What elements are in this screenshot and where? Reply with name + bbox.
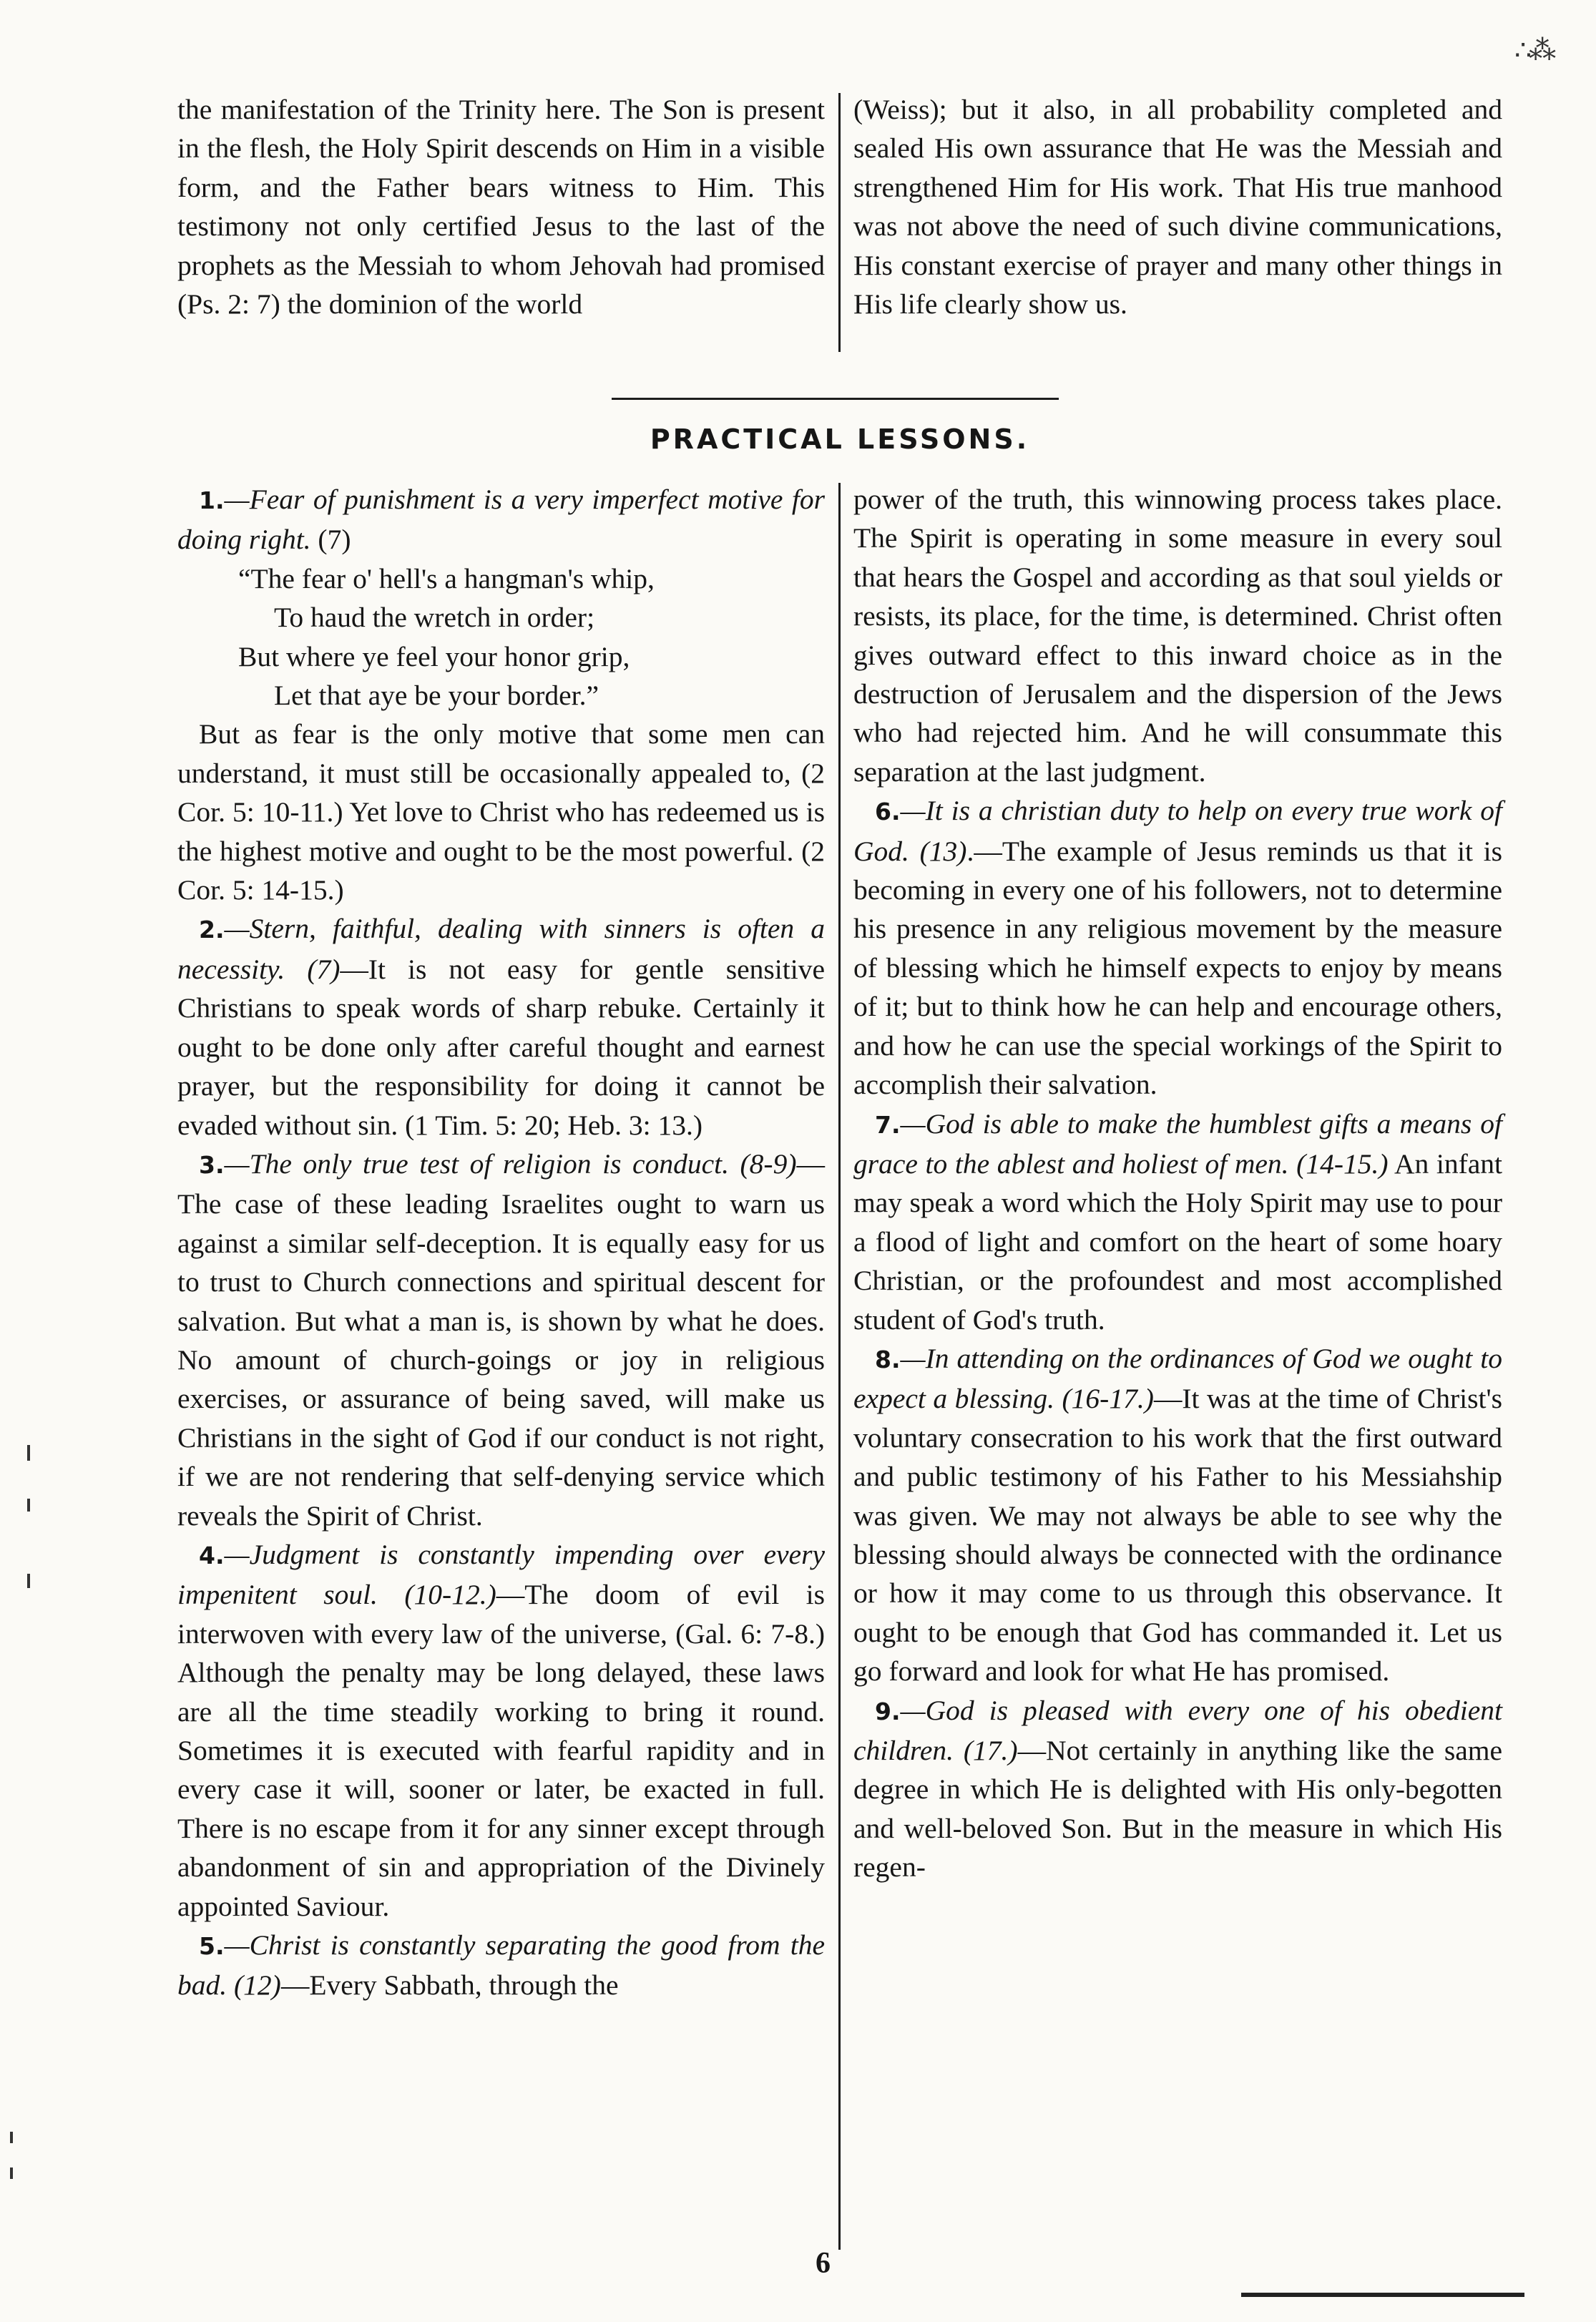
corner-print-mark: ∴⁂ (1514, 36, 1554, 66)
top-left-column (177, 90, 825, 323)
lesson-title: —God is able to make the humblest gifts a means of grace to the ablest and holiest of men. (853, 1107, 1502, 1180)
lesson-5 (177, 1926, 825, 2005)
lesson-body: —It is not easy for gentle sensitive Christians to speak words of sharp rebuke. Certainly it ought to be done only after careful thought and earnest prayer, but the responsibility for doing it cannot be evaded without sin. (1 Tim. 5: 20; Heb. 3: 13.) (177, 953, 825, 1141)
bottom-edge-line (1241, 2293, 1524, 2297)
lesson-title: —In attending on the ordinances of God we ought to expect a blessing. (853, 1342, 1502, 1415)
lesson-body: —It was at the time of Christ's voluntary consecration to his work that the first outward and public testimony of his Father to his Messiahship was given. We may not always be able to see why the blessing should always be connected with the ordinance or how it may come to us through this observance. It ought to be enough that God has commanded it. Let us go forward and look for what He has promised. (853, 1383, 1502, 1687)
lesson-title: —Judgment is constantly impending over every impenitent soul. (177, 1538, 825, 1611)
lesson-title: —It is a christian duty to help on every true work of God. (853, 795, 1502, 867)
top-right-paragraph: (Weiss); but it also, in all probability completed and sealed His own assurance that He was the Messiah and strengthened Him for His work. That His true manhood was not above the need of such divine communications, His constant exercise of prayer and many other things in His life clearly show us. (853, 94, 1502, 320)
poem-line: Let that aye be your border.” (274, 680, 599, 712)
margin-speck (10, 2132, 13, 2143)
margin-speck (27, 1445, 30, 1461)
lesson-body: .—The example of Jesus reminds us that it is becoming in every one of his followers, not to determine his presence in any religious movement by the measure of blessing which he himself expects to enjoy by means of it; but to think how he can help and encourage others, and how he can use the special workings of the Spirit to accomplish their salvation. (853, 835, 1502, 1101)
margin-speck (27, 1574, 30, 1588)
section-heading: PRACTICAL LESSONS. (650, 423, 1030, 455)
lesson-title: —Fear of punishment is a very imperfect motive for doing right. (177, 484, 825, 556)
lesson-reference: (14-15.) (1288, 1147, 1389, 1180)
lesson-number: 1. (199, 486, 225, 514)
lesson-reference: (12) (227, 1969, 281, 2002)
lesson-number: 6. (875, 798, 901, 826)
lesson-number: 8. (875, 1345, 901, 1373)
lesson-title: —The only true test of religion is conduct. (224, 1147, 729, 1180)
lessons-column-divider (838, 483, 841, 2250)
lesson-body: —Every Sabbath, through the (280, 1969, 619, 2002)
top-right-column (853, 90, 1502, 323)
lesson-1 (177, 480, 825, 559)
lesson-reference: (16-17.) (1054, 1383, 1154, 1415)
lesson-5-continued: power of the truth, this winnowing process takes place. The Spirit is operating in some measure in every soul that hears the Gospel and according as that soul yields or resists, its place, for the time, is determined. Christ often gives outward effect to this inward choice as in the destruction of Jerusalem and the dispersion of the Jews who had rejected him. And he will consummate this separation at the last judgment. (853, 484, 1502, 788)
lesson-reference: (17.) (954, 1735, 1018, 1766)
lesson-7 (853, 1104, 1502, 1339)
top-column-divider (838, 93, 841, 352)
poem-line: But where ye feel your honor grip, (238, 640, 630, 672)
top-left-paragraph: the manifestation of the Trinity here. The Son is present in the flesh, the Holy Spirit descends on Him in a visible form, and the Father bears witness to Him. This testimony not only certified Jesus to the last of the prophets as the Messiah to whom Jehovah had promised (Ps. 2: 7) the dominion of the world (177, 94, 825, 320)
lesson-number: 3. (199, 1150, 225, 1179)
lesson-number: 4. (199, 1541, 225, 1569)
page-number: 6 (816, 2247, 831, 2280)
lesson-title: —God is pleased with every one of his obedient children. (853, 1694, 1502, 1766)
poem-line: To haud the wretch in order; (274, 602, 595, 634)
lesson-body: —Not certainly in anything like the same degree in which He is delighted with His only-begotten and well-beloved Son. But in the measure in which His regen- (853, 1735, 1503, 1883)
lesson-8 (853, 1339, 1502, 1691)
lesson-reference: (7) (310, 524, 351, 556)
lesson-number: 7. (875, 1110, 901, 1139)
margin-speck (10, 2167, 13, 2179)
section-divider (612, 398, 1059, 400)
poem-quote (177, 559, 825, 715)
poem-line: “The fear o' hell's a hangman's whip, (238, 562, 655, 594)
lesson-title: —Christ is constantly separating the good from the bad. (177, 1929, 825, 2002)
lesson-3 (177, 1145, 825, 1535)
lesson-reference: (13) (909, 835, 967, 867)
lessons-left-column (177, 480, 825, 2005)
lesson-reference: (10-12.) (377, 1579, 496, 1611)
lesson-number: 5. (199, 1932, 225, 1961)
lesson-6 (853, 791, 1502, 1104)
lesson-reference: (7) (285, 953, 341, 985)
margin-speck (27, 1499, 30, 1512)
lesson-number: 9. (875, 1697, 901, 1725)
lesson-body: —The doom of evil is interwoven with every law of the universe, (Gal. 6: 7-8.) Although the penalty may be long delayed, these laws are all the time steadily working to bring it round. Sometimes it is executed with fearful rapidity and in every case it will, sooner or later, be exacted in full. There is no escape from it for any sinner except through abandonment of sin and appropriation of the Divinely appointed Saviour. (177, 1579, 825, 1922)
lesson-title: —Stern, faithful, dealing with sinners is often a necessity. (177, 913, 825, 985)
lesson-9 (853, 1691, 1502, 1887)
lesson-body: An infant may speak a word which the Holy Spirit may use to pour a flood of light and comfort on the heart of some hoary Christian, or the profoundest and most accomplished student of God's truth. (853, 1147, 1502, 1336)
lessons-right-column (853, 480, 1502, 1887)
lesson-4 (177, 1535, 825, 1926)
lesson-reference: (8-9) (728, 1147, 797, 1180)
lesson-1-body: But as fear is the only motive that some men can understand, it must still be occasionally appealed to, (2 Cor. 5: 10-11.) Yet love to Christ who has redeemed us is the highest motive and ought to be the most powerful. (2 Cor. 5: 14-15.) (177, 718, 825, 906)
lesson-number: 2. (199, 916, 225, 944)
lesson-2 (177, 909, 825, 1144)
lesson-body: —The case of these leading Israelites ought to warn us against a similar self-deception. It is equally easy for us to trust to Church connections and spiritual descent for salvation. But what a man is, is shown by what he does. No amount of church-goings or joy in religious exercises, or assurance of being saved, will make us Christians in the sight of God if our conduct is not right, if we are not rendering that self-denying service which reveals the Spirit of Christ. (177, 1147, 825, 1532)
